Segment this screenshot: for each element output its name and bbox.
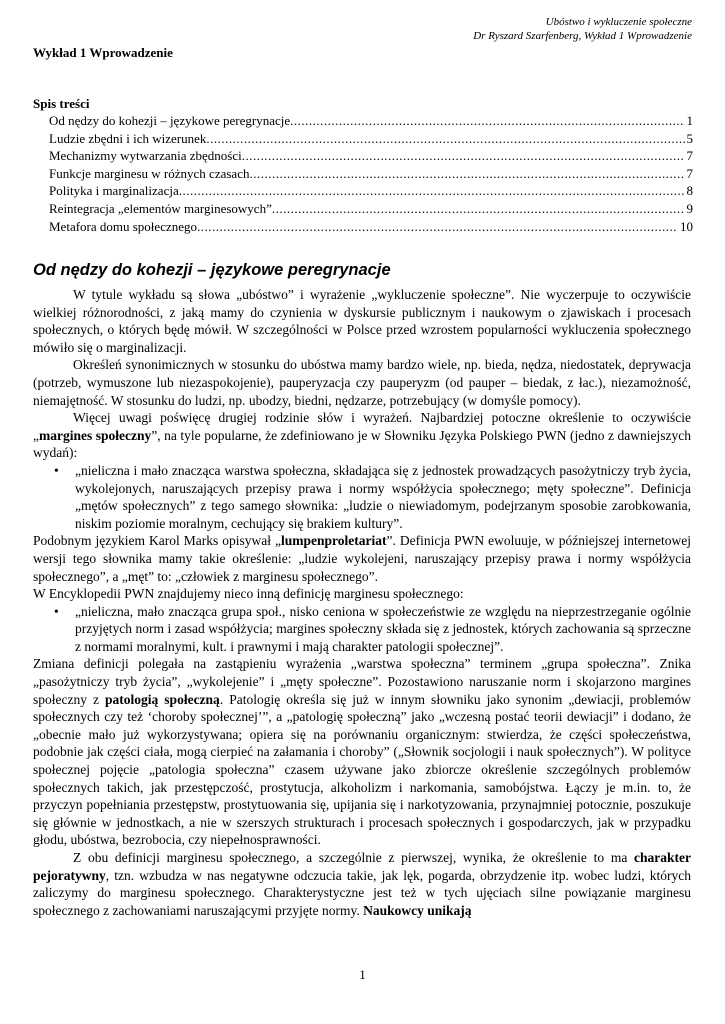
toc-leader-dots [206,130,684,148]
term-margines-spoleczny: margines społeczny [39,427,152,443]
definition-list [33,603,691,656]
term-lumpenproletariat: lumpenproletariat [281,533,387,549]
term-charakter-pejoratywny: charakter pejoratywny [33,850,691,883]
toc-entry-label: Funkcje marginesu w różnych czasach [49,165,250,181]
paragraph-text: Więcej uwagi poświęcę drugiej rodzinie słów i wyrażeń. Najbardziej potoczne określenie to oczywiście „ [33,410,691,443]
toc-entry-page: 10 [680,218,693,234]
paragraph-text: . Patologię określa się już w innym słowniku jako synonim „dewiacji, problemów społecznych czy też ‘choroby społecznej’”, a „patologię społeczną” jako „wczesną postać teorii dewiacji” i dodano, że „obecnie mało już wykorzystywana; opiera się na porównaniu organicznym: stwierdza, że części społeczeństwa, podobnie jak części ciała, mogą cierpieć na załamania i choroby” („Słownik socjologii i nauk społecznych”). W polityce społecznej pojęcie „patologia społeczna” czasem używane jako zbiorcze określenie szczególnych problemów społecznych takich, jak przestępczość, prostytucja, alkoholizm i narkomania, samobójstwa. Łączy je m.in. to, że przyczyn popełniania przestępstw, prostytuowania się, upijania się i narkotyzowania, przynajmniej potocznie, poszukuje się głównie w jednostkach, a nie w szerszych strukturach i procesach społecznych i gospodarczych, jak w przypadku głodu, ubóstwa, bezrobocia, czy niepełnosprawności. [33,691,691,848]
toc-entry-label: Od nędzy do kohezji – językowe peregrynacje [49,113,291,128]
section-body [33,286,691,919]
running-header [473,15,692,43]
toc-entry[interactable] [33,130,693,148]
toc-entry-label: Polityka i marginalizacja [49,183,179,199]
toc-leader-dots [272,200,685,218]
toc-entry[interactable] [33,147,693,165]
bullet-dot-icon: • [54,462,59,478]
toc-entry[interactable] [33,182,693,200]
paragraph: W Encyklopedii PWN znajdujemy nieco inną definicję marginesu społecznego: [33,586,464,602]
toc-leader-dots [179,182,685,200]
lecture-title: Wykład 1 Wprowadzenie [33,45,173,60]
toc-entry[interactable] [33,112,693,130]
running-header-author: Dr Ryszard Szarfenberg, Wykład 1 Wprowadzenie [473,30,692,42]
page-number: 1 [359,967,366,982]
toc-title: Spis treści [33,96,90,111]
paragraph [33,849,691,919]
toc-entry-page: 7 [686,165,693,181]
paragraph [33,532,691,585]
toc-entry-page: 9 [686,200,693,216]
toc-entry-page: 5 [686,130,693,146]
paragraph-text: ”. Definicja PWN ewoluuje, w późniejszej internetowej wersji tego słownika mamy takie określenie: „ludzie wykolejeni, naruszający przepisy prawa i normy współżycia społecznego”, a „męt” to: „człowiek z marginesu społecznego”. [33,533,691,584]
toc-entry-label: Ludzie zbędni i ich wizerunek [49,130,207,146]
paragraph-text: Z obu definicji marginesu społecznego, a szczególnie z pierwszej, wynika, że określenie to ma [73,850,635,865]
paragraph-text: ”, na tyle popularne, że zdefiniowano je w Słowniku Języka Polskiego PWN (jedno z dawniejszych wydań): [33,427,691,461]
paragraph: Określeń synonimicznych w stosunku do ubóstwa mamy bardzo wiele, np. bieda, nędza, niedostatek, deprywacja (potrzeb, wymuszone lub niezaspokojenie), pauperyzacja czy pauperyzm (od pauper – biedak, z łac.), niezamożność, niemajętność. W stosunku do ludzi, np. ubodzy, biedni, nędzarze, potrzebujący (w domyśle pomocy). [33,357,691,408]
toc-entry-label: Mechanizmy wytwarzania zbędności [49,148,242,164]
toc-leader-dots [290,112,684,130]
toc-leader-dots [197,218,678,236]
list-item [33,603,691,656]
toc-entry-label: Metafora domu społecznego [49,218,198,234]
toc-entry-page: 8 [686,183,693,199]
bullet-dot-icon: • [54,603,59,619]
paragraph [33,655,691,849]
list-item [33,462,691,532]
toc-entry[interactable] [33,200,693,218]
toc-entry-page: 1 [686,113,693,128]
running-header-course: Ubóstwo i wykluczenie społeczne [545,16,692,28]
definition-text: „nieliczna, mało znacząca grupa społ., nisko ceniona w społeczeństwie ze względu na nieprzestrzeganie ogólnie przyjętych norm i zasad współżycia; margines społeczny składa się z jednostek, których zachowania są sprzeczne z normami moralnymi, kult. i prawnymi i mają charakter patologii społecznej”. [75,603,691,654]
toc-leader-dots [242,147,685,165]
toc-entry[interactable] [33,165,693,183]
toc-entry[interactable] [33,218,693,236]
definition-text: „nieliczna i mało znacząca warstwa społeczna, składająca się z jednostek prowadzących pasożytniczy tryb życia, wykolejonych, naruszających przepisy prawa i normy współżycia społecznego; męty społeczne”. Definicja „mętów społecznych” z tego samego słownika: „ludzie o niewiadomym, podejrzanym sposobie zarobkowania, niskim poziomie moralnym, cechujący się brakiem kultury”. [75,462,691,531]
definition-list [33,462,691,532]
paragraph: W tytule wykładu są słowa „ubóstwo” i wyrażenie „wykluczenie społeczne”. Nie wyczerpuje to oczywiście wielkiej różnorodności, z jaką mamy do czynienia w dyskursie publicznym i naukowym o zjawiskach i procesach społecznych, o których będę mówił. W szczególności w Polsce przed wzrostem popularności wykluczenia społecznego mówiło się o marginalizacji. [33,287,691,355]
toc-leader-dots [249,165,684,183]
table-of-contents [33,95,693,235]
paragraph-text: Podobnym językiem Karol Marks opisywał „ [33,533,282,549]
section-heading: Od nędzy do kohezji – językowe peregrynacje [33,261,391,279]
term-naukowcy-unikaja: Naukowcy unikają [363,902,472,918]
toc-entry-page: 7 [686,148,693,164]
paragraph-text: Zmiana definicji polegała na zastąpieniu wyrażenia „warstwa społeczna” terminem „grupa społeczna”. Znika „pasożytniczy tryb życia”, „wykolejenie” i „męty społeczne”. Pozostawiono naruszanie norm i skojarzono margines społeczny z [33,656,691,707]
term-patologia-spoleczna: patologią społeczną [105,691,220,707]
paragraph [33,409,691,462]
toc-entry-label: Reintegracja „elementów marginesowych” [49,200,272,216]
paragraph-text: , tzn. wzbudza w nas negatywne odczucia takie, jak lęk, pogarda, obrzydzenie itp. wobec ludzi, których zaliczymy do marginesu społecznego. Charakterystyczne jest też w tych ujęciach silne powiązanie marginesu społecznego z zachowaniami naruszającymi przyjęte normy. [33,867,691,918]
